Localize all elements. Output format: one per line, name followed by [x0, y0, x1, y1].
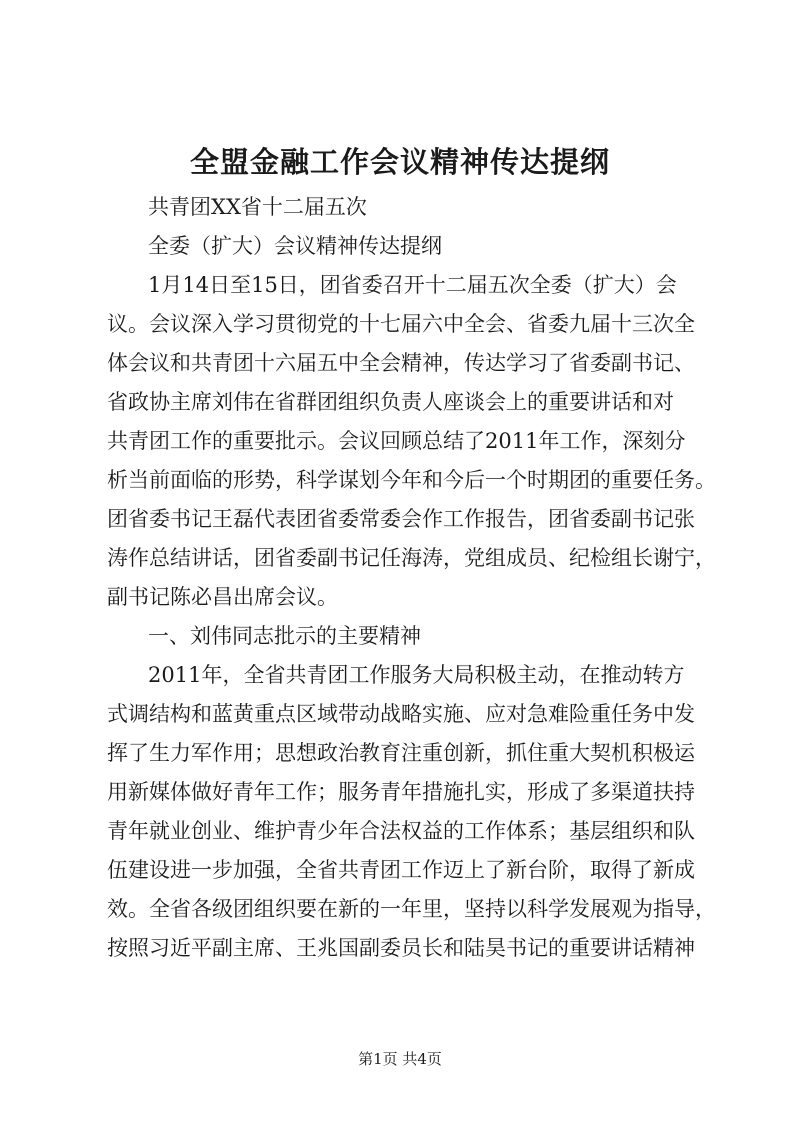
- page-number: 第1页 共4页: [358, 1050, 442, 1068]
- paragraph-line: 伍建设进一步加强，全省共青团工作迈上了新台阶，取得了新成: [107, 858, 695, 882]
- section-heading: 一、刘伟同志批示的主要精神: [148, 624, 421, 648]
- paragraph-line: 体会议和共青团十六届五中全会精神，传达学习了省委副书记、: [107, 351, 695, 375]
- paragraph-line: 挥了生力军作用；思想政治教育注重创新，抓住重大契机积极运: [107, 741, 695, 765]
- paragraph-line: 省政协主席刘伟在省群团组织负责人座谈会上的重要讲话和对: [107, 390, 674, 414]
- paragraph-line: 副书记陈必昌出席会议。: [107, 585, 338, 609]
- paragraph-line: 1月14日至15日，团省委召开十二届五次全委（扩大）会: [148, 273, 677, 297]
- paragraph-line: 析当前面临的形势，科学谋划今年和今后一个时期团的重要任务。: [107, 468, 716, 492]
- paragraph-line: 2011年，全省共青团工作服务大局积极主动，在推动转方: [148, 663, 685, 687]
- paragraph-line: 效。全省各级团组织要在新的一年里，坚持以科学发展观为指导，: [107, 897, 716, 921]
- paragraph-line: 式调结构和蓝黄重点区域带动战略实施、应对急难险重任务中发: [107, 702, 695, 726]
- paragraph-line: 共青团工作的重要批示。会议回顾总结了2011年工作，深刻分: [107, 429, 686, 453]
- paragraph-line: 青年就业创业、维护青少年合法权益的工作体系；基层组织和队: [107, 819, 695, 843]
- paragraph-line: 团省委书记王磊代表团省委常委会作工作报告，团省委副书记张: [107, 507, 695, 531]
- document-title: 全盟金融工作会议精神传达提纲: [189, 145, 610, 179]
- paragraph-line: 按照习近平副主席、王兆国副委员长和陆昊书记的重要讲话精神: [107, 936, 695, 960]
- subtitle-line: 共青团XX省十二届五次: [148, 195, 367, 219]
- paragraph-line: 议。会议深入学习贯彻党的十七届六中全会、省委九届十三次全: [107, 312, 695, 336]
- paragraph-line: 涛作总结讲话，团省委副书记任海涛，党组成员、纪检组长谢宁，: [107, 546, 716, 570]
- subtitle-line: 全委（扩大）会议精神传达提纲: [148, 234, 442, 258]
- paragraph-line: 用新媒体做好青年工作；服务青年措施扎实，形成了多渠道扶持: [107, 780, 695, 804]
